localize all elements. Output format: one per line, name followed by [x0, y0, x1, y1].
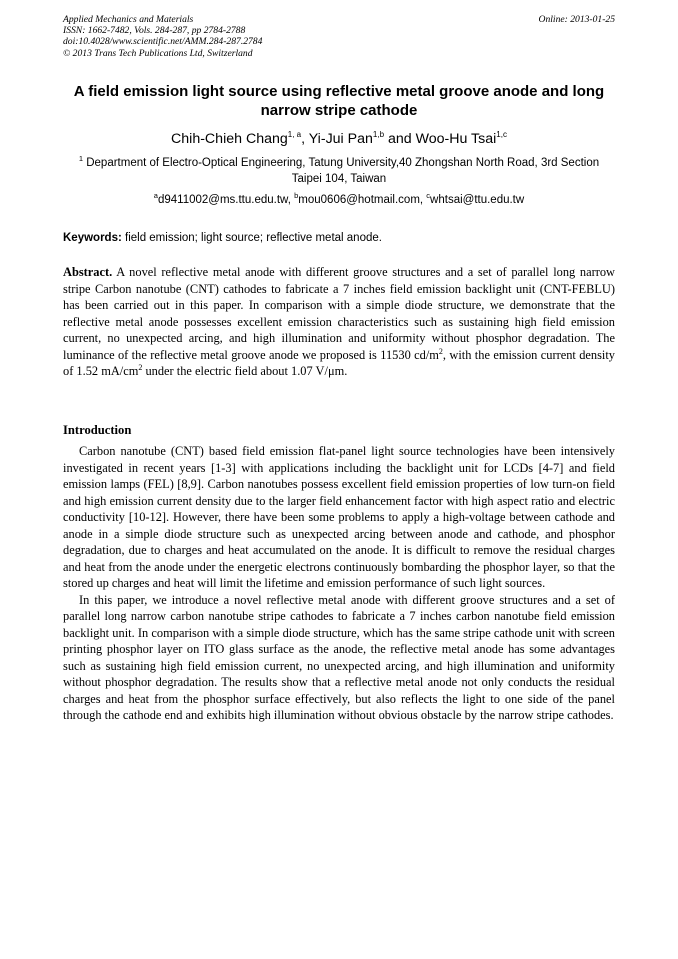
- email-separator: ,: [419, 194, 427, 206]
- author-name: Woo-Hu Tsai: [415, 131, 497, 147]
- author-list: [40, 130, 638, 148]
- issn-line: ISSN: 1662-7482, Vols. 284-287, pp 2784-2788: [63, 25, 246, 37]
- paragraph: In this paper, we introduce a novel reflective metal anode with different groove structures and a set of parallel long narrow carbon nanotube stripe cathodes to fabricate a 7 inches carbon nanotube field emission backlight unit. In comparison with a simple diode structure, which has the same stripe cathode unit with screen printing phosphor layer on ITO glass surface as the anode, the reflective metal anode has some advantages such as sustaining high field emission current, no unexpected arcing, and high illumination and uniformity without phosphor degradation. The results show that a reflective metal anode not only conducts the residual charges and heat from the phosphor surface effectively, but also reflects the light to one side of the panel through the cathode end and exhibits high illumination without obvious obstacle by the narrow stripe cathodes.: [63, 592, 615, 722]
- introduction-body: [63, 443, 615, 724]
- author-affiliation-mark: 1, a: [287, 130, 302, 139]
- affiliation-mark: 1: [78, 154, 84, 163]
- email-list: [63, 192, 615, 208]
- author-affiliation-mark: 1,b: [372, 130, 385, 139]
- email-mark: b: [294, 191, 299, 200]
- author-affiliation-mark: 1,c: [496, 130, 507, 139]
- abstract-text-part1: A novel reflective metal anode with different groove structures and a set of parallel long narrow stripe Carbon nanotube (CNT) cathodes to fabricate a 7 inches field emission backlight unit (CNT-FEBLU) has been carried out in this paper. In comparison with a simple diode structure, we demonstrate that the reflective metal anode possesses excellent emission characteristics such as sustaining high field emission current, no unexpected arcing, and high illumination and uniformity without phosphor degradation. The luminance of the reflective metal groove anode we proposed is 11530 cd/m: [63, 265, 615, 362]
- author-separator: ,: [301, 131, 309, 147]
- journal-name: Applied Mechanics and Materials: [63, 14, 194, 25]
- author-name: Yi-Jui Pan: [308, 131, 373, 147]
- email-separator: ,: [287, 194, 295, 206]
- online-date: Online: 2013-01-25: [538, 14, 615, 25]
- keywords-text: field emission; light source; reflective metal anode.: [125, 232, 382, 244]
- author-separator: and: [384, 131, 416, 147]
- author-name: Chih-Chieh Chang: [171, 131, 288, 147]
- email-address: d9411002@ms.ttu.edu.tw: [157, 194, 288, 206]
- paper-title: A field emission light source using reflective metal groove anode and long narrow stripe cathode: [73, 83, 605, 119]
- abstract-superscript: 2: [438, 346, 443, 356]
- email-mark: a: [153, 191, 158, 200]
- email-address: mou0606@hotmail.com: [298, 194, 420, 206]
- abstract: [63, 264, 615, 380]
- email-mark: c: [426, 191, 431, 200]
- section-heading-introduction: Introduction: [63, 423, 132, 437]
- abstract-text-part3: under the electric field about 1.07 V/μm.: [142, 364, 348, 378]
- doi-line: doi:10.4028/www.scientific.net/AMM.284-287.2784: [63, 36, 263, 48]
- paragraph: Carbon nanotube (CNT) based field emission flat-panel light source technologies have been intensively investigated in recent years [1-3] with applications including the backlight unit for LCDs [4-7] and field emission lamps (FEL) [8,9]. Carbon nanotubes possess excellent field emission properties of low turn-on field and high emission current density due to the larger field enhancement factor with high aspect ratio and electric conductivity [10-12]. However, there have been some problems to apply a high-voltage between cathode and anode in a simple diode structure such as unexpected arcing between anode and cathode, and phosphor degradation, due to charges and heat accumulated on the anode. It is difficult to remove the residual charges and heat from the anode under the energetic electrons continuously bombarding the phosphor layer, so that the stored up charges and heat will limit the lifetime and emission performance of such light sources.: [63, 444, 615, 590]
- keywords-label: Keywords:: [63, 232, 122, 244]
- affiliation: [70, 155, 608, 187]
- keywords: [63, 230, 615, 246]
- abstract-text-part2: , with the emission current density of 1.52 mA/cm: [63, 347, 615, 378]
- journal-header: [63, 14, 615, 59]
- abstract-label: Abstract.: [63, 265, 113, 279]
- email-address: whtsai@ttu.edu.tw: [430, 194, 525, 206]
- copyright-line: © 2013 Trans Tech Publications Ltd, Switzerland: [63, 47, 253, 59]
- abstract-superscript: 2: [138, 363, 143, 372]
- affiliation-text: Department of Electro-Optical Engineering, Tatung University,40 Zhongshan North Road, 3rd Section Taipei 104, Taiwan: [86, 157, 600, 185]
